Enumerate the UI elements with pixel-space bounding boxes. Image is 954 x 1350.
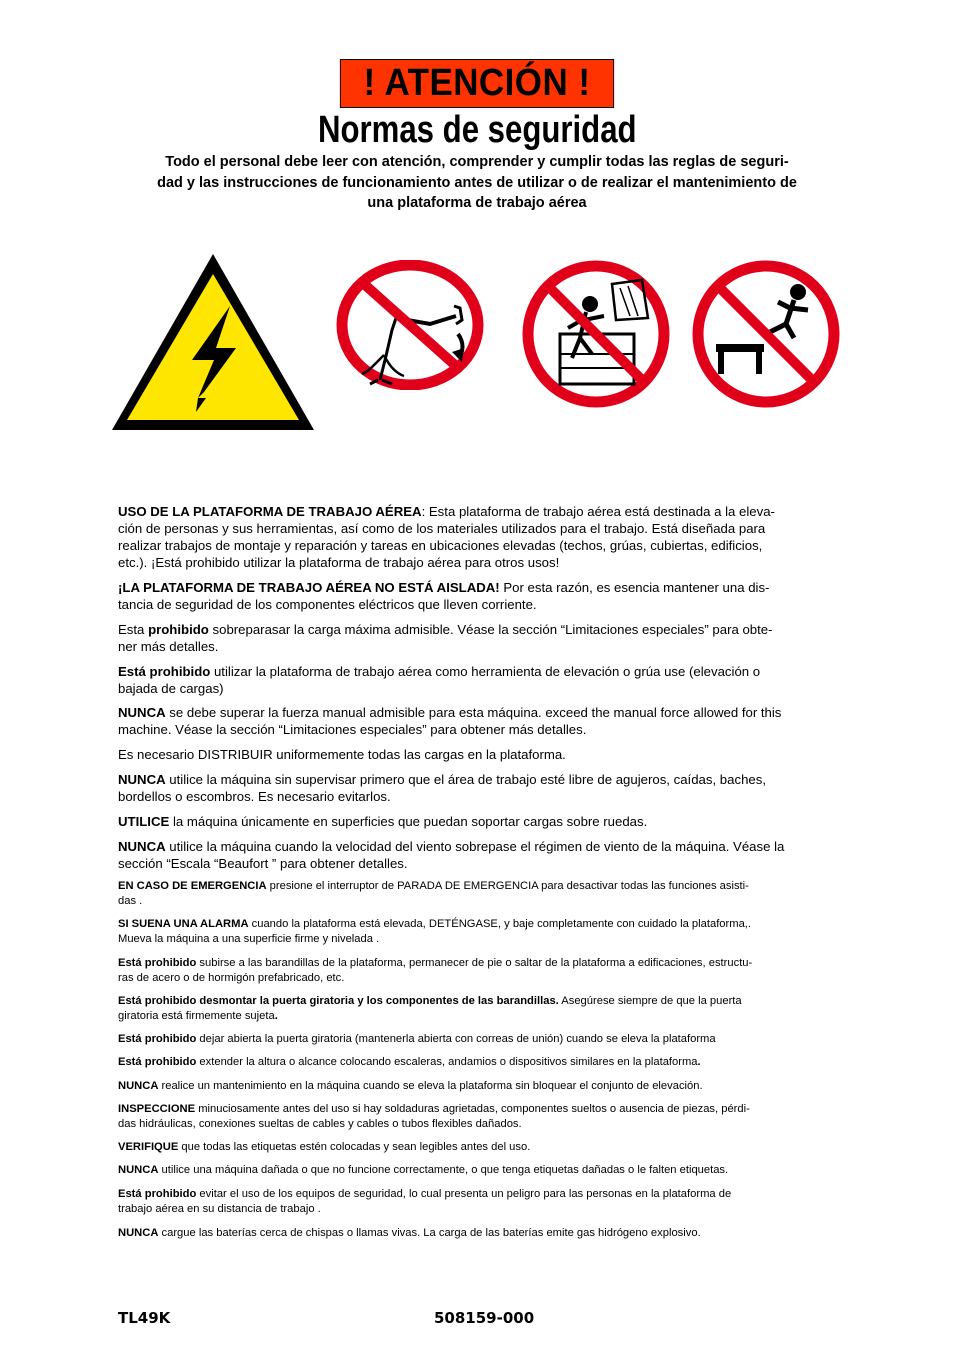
- rule-no-ladders: Está prohibido extender la altura o alcance colocando escaleras, andamios o dispositivos similares en la plataforma.: [118, 1056, 701, 1068]
- rule-surfaces: UTILICE la máquina únicamente en superficies que puedan soportar cargas sobre ruedas.: [118, 814, 648, 829]
- intro-text: [118, 152, 836, 214]
- rule-maintenance: NUNCA realice un mantenimiento en la máquina cuando se eleva la plataforma sin bloquear el conjunto de elevación.: [118, 1080, 703, 1092]
- rule-gate-railings: Está prohibido desmontar la puerta giratoria y los componentes de las barandillas. Asegúrese siempre de que la puerta giratoria está firmemente sujeta.: [118, 995, 742, 1022]
- no-lifting-loads-icon: [334, 260, 486, 390]
- rule-emergency: EN CASO DE EMERGENCIA presione el interruptor de PARADA DE EMERGENCIA para desactivar todas las funciones asisti- das .: [118, 880, 749, 907]
- page-title: Normas de seguridad: [317, 109, 637, 151]
- rule-gate-open: Está prohibido dejar abierta la puerta giratoria (mantenerla abierta con correas de unión) cuando se eleva la plataforma: [118, 1033, 716, 1045]
- intro-line: una plataforma de trabajo aérea: [367, 195, 587, 211]
- no-jumping-from-platform-icon: [690, 258, 842, 410]
- rule-labels: VERIFIQUE que todas las etiquetas estén colocadas y sean legibles antes del uso.: [118, 1141, 531, 1153]
- rule-batteries: NUNCA cargue las baterías cerca de chispas o llamas vivas. La carga de las baterías emite gas hidrógeno explosivo.: [118, 1227, 701, 1239]
- rule-wind: NUNCA utilice la máquina cuando la velocidad del viento sobrepase el régimen de viento de la máquina. Véase la sección “Escala “Beaufort ” para obtener detalles.: [118, 839, 785, 871]
- rule-damaged-machine: NUNCA utilice una máquina dañada o que no funcione correctamente, o que tenga etiquetas dañadas o le falten etiquetas.: [118, 1164, 729, 1176]
- intro-line: dad y las instrucciones de funcionamiento antes de utilizar o de realizar el mantenimiento de: [157, 174, 797, 191]
- rule-manual-force: NUNCA se debe superar la fuerza manual admisible para esta máquina. exceed the manual force allowed for this machine. Véase la sección “Limitaciones especiales” para obtener más detalles.: [118, 705, 782, 737]
- rule-safety-equipment: Está prohibido evitar el uso de los equipos de seguridad, lo cual presenta un peligro para las personas en la plataforma de trabajo aérea en su distancia de trabajo .: [118, 1188, 732, 1215]
- footer-part-number: 508159-000: [434, 1309, 535, 1327]
- rule-no-crane: Está prohibido utilizar la plataforma de trabajo aérea como herramienta de elevación o grúa use (elevación o bajada de cargas): [118, 664, 761, 696]
- footer-model: TL49K: [118, 1309, 171, 1327]
- rule-check-area: NUNCA utilice la máquina sin supervisar primero que el área de trabajo esté libre de agujeros, caídas, baches, bordellos o escombros. Es necesario evitarlos.: [118, 772, 766, 804]
- rule-intended-use: USO DE LA PLATAFORMA DE TRABAJO AÉREA: Esta plataforma de trabajo aérea está destinada a la eleva- ción de personas y sus herramientas, así como de los materiales utilizados para el trabajo. Está diseñada para realizar trabajos de montaje y reparación y tareas en ubicaciones elevadas (techos, grúas, cubiertas, edificios, etc.). ¡Está prohibido utilizar la plataforma de trabajo aérea para otros usos!: [118, 504, 775, 570]
- rule-distribute-loads: Es necesario DISTRIBUIR uniformemente todas las cargas en la plataforma.: [118, 747, 566, 762]
- rule-max-load: Esta prohibido sobreparasar la carga máxima admisible. Véase la sección “Limitaciones especiales” para obte- ner más detalles.: [118, 622, 773, 654]
- rule-not-insulated: ¡LA PLATAFORMA DE TRABAJO AÉREA NO ESTÁ AISLADA! Por esta razón, es esencia mantener una dis- tancia de seguridad de los componentes eléctricos que lleven corriente.: [118, 580, 770, 612]
- high-voltage-warning-icon: [110, 252, 316, 432]
- rule-no-climbing: Está prohibido subirse a las barandillas de la plataforma, permanecer de pie o saltar de la plataforma a edificaciones, estructu- ras de acero o de hormigón prefabricado, etc.: [118, 957, 753, 984]
- rule-alarm: SI SUENA UNA ALARMA cuando la plataforma está elevada, DETÉNGASE, y baje completamente con cuidado la plataforma,. Mueva la máquina a una superficie firme y nivelada .: [118, 918, 752, 945]
- no-climbing-guardrails-icon: [520, 258, 672, 410]
- intro-line: Todo el personal debe leer con atención, comprender y cumplir todas las reglas de seguri-: [165, 154, 789, 170]
- attention-banner: ! ATENCIÓN !: [340, 59, 614, 108]
- rule-inspect: INSPECCIONE minuciosamente antes del uso si hay soldaduras agrietadas, componentes sueltos o ausencia de piezas, pérdi- das hidráulicas, conexiones sueltas de cables y cables o tubos flexibles dañados.: [118, 1103, 750, 1130]
